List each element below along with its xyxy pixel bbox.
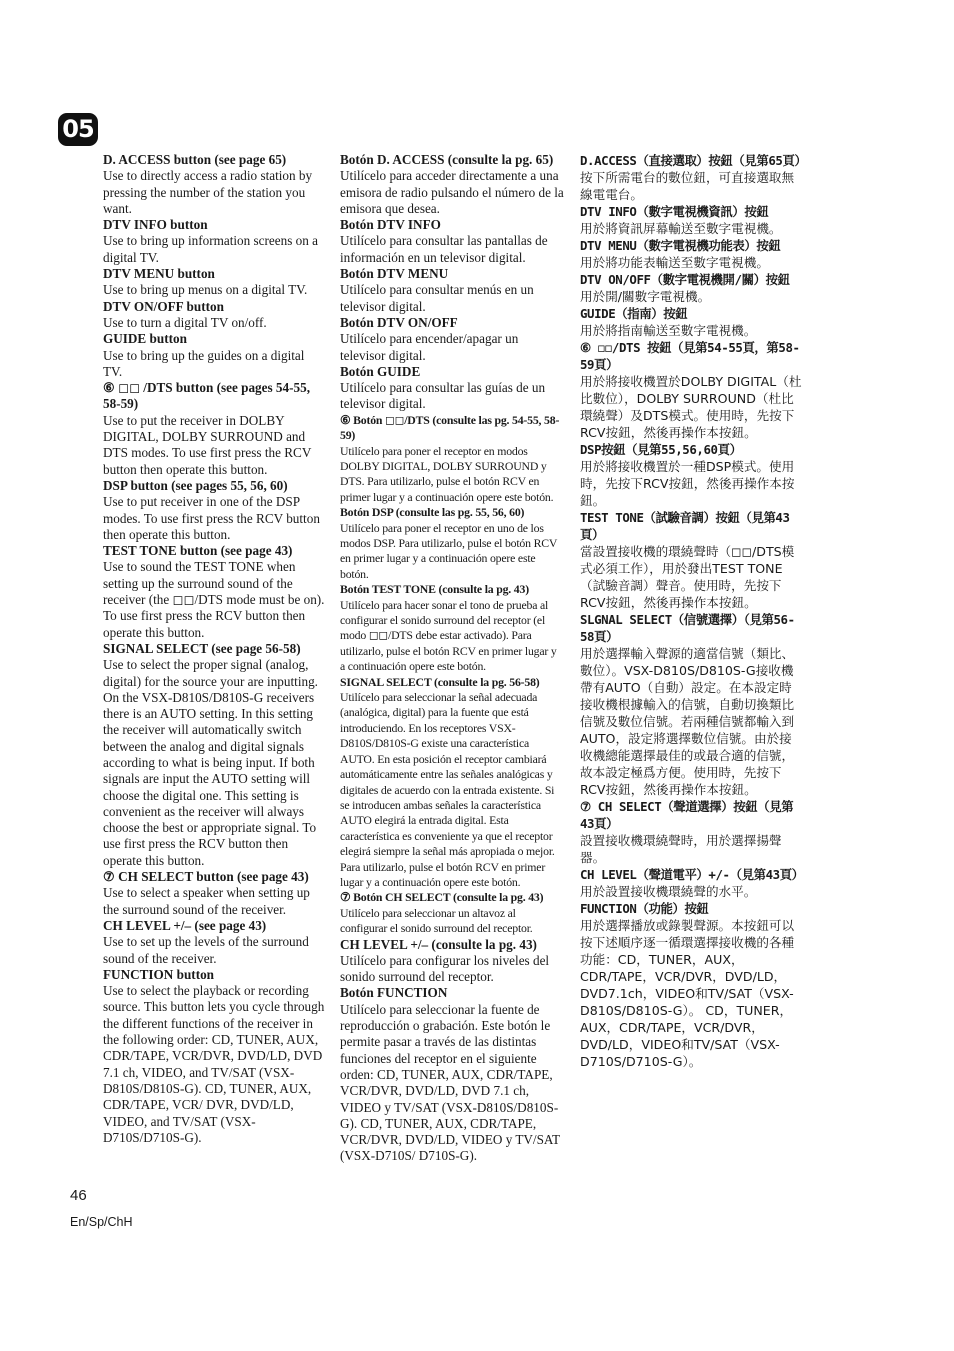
zh-entry-body: 用於將接收機置於DOLBY DIGITAL（杜比數位），DOLBY SURROUND（杜比環繞聲）及DTS模式。使用時，先按下RCV按鈕，然後再操作本按鈕。: [580, 374, 802, 440]
es-entry: [340, 413, 564, 505]
zh-entry-heading: FUNCTION（功能）按鈕: [580, 901, 709, 916]
es-entry-body: Utilícelo para seleccionar la fuente de reproducción o grabación. Este botón le permite pasar a través de las distintas funciones del receptor en el siguiente orden: CD, TUNER, AUX, CDR/TAPE, VCR/DVR, DVD/LD, DVD 7.1 ch, VIDEO y TV/SAT (VSX-D810S/D810S-G). CD, TUNER, AUX, CDR/TAPE, VCR/DVR, DVD/LD, VIDEO y TV/SAT (VSX-D710S/ D710S-G).: [340, 1001, 560, 1164]
es-entry: [340, 675, 564, 891]
zh-entry-heading: DTV ON/OFF（數字電視機開/關）按鈕: [580, 272, 790, 287]
es-entry-heading: ⑦ Botón CH SELECT (consulte la pg. 43): [340, 890, 544, 905]
es-entry-heading: Botón FUNCTION: [340, 985, 448, 1001]
en-entry-body: Use to select a speaker when setting up the surround sound of the receiver.: [103, 885, 310, 917]
page-number: 46: [70, 1187, 87, 1204]
en-entry-heading: DTV ON/OFF button: [103, 298, 224, 314]
en-entry-body: Use to put receiver in one of the DSP modes. To use first press the RCV button then operate this button.: [103, 494, 320, 542]
zh-entry: [580, 237, 802, 271]
en-entry-body: Use to set up the levels of the surround sound of the receiver.: [103, 934, 309, 966]
en-entry: [103, 869, 325, 918]
zh-entry: [580, 339, 802, 441]
zh-entry-body: 用於將功能表輸送至數字電視機。: [580, 255, 769, 270]
en-entry-body: Use to select the playback or recording source. This button lets you cycle through the different functions of the receiver in the following order: CD, TUNER, AUX, CDR/TAPE, VCR/DVR, DVD/LD, DVD 7.1 ch, VIDEO, and TV/SAT (VSX-D810S/D810S-G). CD, TUNER, AUX, CDR/TAPE, VCR/ DVR, DVD/LD, VIDEO, and TV/SAT (VSX-D710S/D710S-G).: [103, 983, 325, 1145]
es-entry-heading: Botón GUIDE: [340, 363, 421, 379]
zh-entry-body: 用於開/關數字電視機。: [580, 289, 711, 304]
es-entry-body: Utilícelo para consultar las guías de un televisor digital.: [340, 380, 546, 412]
zh-entry-heading: CH LEVEL（聲道電平）+/-（見第43頁）: [580, 867, 804, 882]
es-entry: [340, 985, 564, 1164]
en-entry: [103, 641, 325, 869]
zh-entry-body: 用於選擇播放或錄製聲源。本按鈕可以按下述順序逐一循環選擇接收機的各種功能：CD，TUNER，AUX，CDR/TAPE，VCR/DVR，DVD/LD，DVD7.1ch，VIDEO和TV/SAT（VSX-D810S/D810S-G）。 CD，TUNER，AUX，CDR/TAPE，VCR/DVR，DVD/LD，VIDEO和TV/SAT（VSX-D710S/D710S-G）。: [580, 918, 795, 1069]
es-entry-body: Utilícelo para seleccionar la señal adecuada (analógica, digital) para la fuente que está introduciendo. En los receptores VSX-D810S/D810S-G existe una característica AUTO. En esta posición el receptor cambiará automáticamente entre las señales analógicas y digitales de acuerdo con la entrada existente. Si se introducen ambas señales la característica AUTO elegirá la entrada digital. Esta característica es conveniente ya que el receptor elegirá siempre la señal más apropiada o mejor. Para utilizarlo, pulse el botón RCV en primer lugar y a continuación opere este botón.: [340, 690, 555, 889]
zh-entry-heading: ⑦ CH SELECT（聲道選擇）按鈕（見第43頁）: [580, 799, 794, 831]
es-entry-body: Utilícelo para encender/apagar un televisor digital.: [340, 331, 519, 363]
en-entry: [103, 331, 325, 380]
zh-entry: [580, 611, 802, 798]
zh-entry-body: 按下所需電台的數位鈕，可直接選取無線電電台。: [580, 170, 795, 202]
en-entry-heading: TEST TONE button (see page 43): [103, 543, 293, 559]
en-entry: [103, 266, 325, 299]
en-entry-heading: DSP button (see pages 55, 56, 60): [103, 477, 288, 493]
zh-entry-body: 當設置接收機的環繞聲時（◻◻/DTS模式必須工作），用於發出TEST TONE（試驗音調）聲音。使用時，先按下RCV按鈕，然後再操作本按鈕。: [580, 544, 795, 610]
es-entry: [340, 217, 564, 266]
en-entry: [103, 543, 325, 641]
en-entry: [103, 918, 325, 967]
es-entry: [340, 937, 564, 986]
language-code: En/Sp/ChH: [70, 1215, 133, 1229]
zh-entry: [580, 798, 802, 866]
zh-entry: [580, 900, 802, 1070]
es-entry-body: Utilícelo para configurar los niveles del sonido surround del receptor.: [340, 952, 550, 985]
zh-entry-heading: SLGNAL SELECT（信號選擇）（見第56-58頁）: [580, 612, 795, 644]
en-entry-heading: GUIDE button: [103, 331, 187, 347]
es-entry: [340, 266, 564, 315]
en-entry-heading: SIGNAL SELECT (see page 56-58): [103, 640, 301, 656]
zh-entry-heading: TEST TONE（試驗音調）按鈕（見第43頁）: [580, 510, 790, 542]
es-entry-body: Utilícelo para seleccionar un altavoz al configurar el sonido surround del receptor.: [340, 905, 533, 936]
en-entry: [103, 299, 325, 332]
es-entry-body: Utilícelo para poner el receptor en uno de los modos DSP. Para utilizarlo, pulse el botón RCV en primer lugar y a continuación opere este botón.: [340, 520, 558, 581]
english-column: [103, 152, 325, 1146]
en-entry-body: Use to bring up the guides on a digital TV.: [103, 347, 305, 379]
en-entry-heading: ⑥ ◻◻ /DTS button (see pages 54-55, 58-59): [103, 380, 310, 412]
zh-entry-body: 用於將資訊屏幕輸送至數字電視機。: [580, 221, 782, 236]
es-entry-heading: Botón DTV INFO: [340, 217, 441, 233]
es-entry: [340, 890, 564, 936]
zh-entry: [580, 152, 807, 203]
es-entry-heading: Botón D. ACCESS (consulte la pg. 65): [340, 152, 554, 167]
zh-entry-body: 設置接收機環繞聲時，用於選擇揚聲器。: [580, 833, 782, 865]
es-entry-body: Utilícelo para acceder directamente a una emisora de radio pulsando el número de la emisora que desea.: [340, 168, 564, 216]
es-entry-heading: CH LEVEL +/– (consulte la pg. 43): [340, 936, 537, 952]
es-entry-heading: Botón DTV MENU: [340, 266, 449, 282]
es-entry-body: Utilícelo para hacer sonar el tono de prueba al configurar el sonido surround del receptor (el modo ◻◻/DTS debe estar activado). Para utilizarlo, pulse el botón RCV en primer lugar y a continuación opere este botón.: [340, 597, 557, 674]
zh-entry: [580, 509, 802, 611]
en-entry-body: Use to turn a digital TV on/off.: [103, 314, 267, 330]
es-entry-body: Utilícelo para poner el receptor en modos DOLBY DIGITAL, DOLBY SURROUND y DTS. Para utilizarlo, pulse el botón RCV en primer lugar y a continuación opere este botón.: [340, 443, 554, 504]
zh-entry: [580, 866, 802, 900]
en-entry-body: Use to bring up information screens on a digital TV.: [103, 233, 318, 265]
en-entry-heading: DTV MENU button: [103, 266, 215, 282]
es-entry: [340, 315, 564, 364]
es-entry: [340, 505, 564, 582]
es-entry: [340, 152, 564, 217]
es-entry-heading: SIGNAL SELECT (consulte la pg. 56-58): [340, 674, 540, 689]
zh-entry-body: 用於將接收機置於一種DSP模式。使用時，先按下RCV按鈕，然後再操作本按鈕。: [580, 459, 795, 508]
es-entry-body: Utilícelo para consultar menús en un televisor digital.: [340, 282, 534, 314]
es-entry-body: Utilícelo para consultar las pantallas de información en un televisor digital.: [340, 233, 548, 265]
en-entry: [103, 217, 325, 266]
es-entry-heading: ⑥ Botón ◻◻/DTS (consulte las pg. 54-55, 58-59): [340, 412, 560, 443]
es-entry-heading: Botón TEST TONE (consulte la pg. 43): [340, 582, 529, 597]
en-entry: [103, 152, 325, 217]
en-entry-heading: D. ACCESS button (see page 65): [103, 152, 287, 167]
es-entry-heading: Botón DTV ON/OFF: [340, 314, 458, 330]
zh-entry-heading: DTV INFO（數字電視機資訊）按鈕: [580, 204, 769, 219]
zh-entry-heading: D.ACCESS（直接選取）按鈕（見第65頁）: [580, 153, 807, 168]
zh-entry-body: 用於將指南輸送至數字電視機。: [580, 323, 757, 338]
es-entry: [340, 364, 564, 413]
es-entry-heading: Botón DSP (consulte las pg. 55, 56, 60): [340, 505, 525, 520]
chinese-column: [580, 152, 807, 1070]
zh-entry-heading: ⑥ ◻◻/DTS 按鈕（見第54-55頁，第58-59頁）: [580, 340, 800, 372]
en-entry-body: Use to bring up menus on a digital TV.: [103, 282, 308, 298]
en-entry-heading: ⑦ CH SELECT button (see page 43): [103, 869, 309, 885]
zh-entry-body: 用於設置接收機環繞聲的水平。: [580, 884, 757, 899]
en-entry-body: Use to select the proper signal (analog, digital) for the source your are inputting. On the VSX-D810S/D810S-G receivers there is an AUTO setting. In this setting the receiver will automatically switch between the analog and digital signals according to what is being input. If both signals are input the AUTO setting will choose the digital one. This setting is convenient as the receiver will always choose the best or appropriate signal. To use first press the RCV button then operate this button.: [103, 657, 318, 868]
en-entry-body: Use to sound the TEST TONE when setting up the surround sound of the receiver (the ◻◻/DTS mode must be on). To use first press the RCV button then operate this button.: [103, 559, 325, 640]
zh-entry-heading: DSP按鈕（見第55,56,60頁）: [580, 442, 742, 457]
en-entry-heading: CH LEVEL +/– (see page 43): [103, 917, 267, 933]
en-entry: [103, 380, 325, 478]
chapter-badge: 05: [58, 113, 98, 146]
zh-entry-heading: GUIDE（指南）按鈕: [580, 306, 688, 321]
en-entry-heading: FUNCTION button: [103, 966, 215, 982]
es-entry: [340, 582, 564, 674]
en-entry-heading: DTV INFO button: [103, 217, 208, 233]
en-entry: [103, 478, 325, 543]
en-entry-body: Use to directly access a radio station by pressing the number of the station you want.: [103, 168, 313, 216]
en-entry-body: Use to put the receiver in DOLBY DIGITAL, DOLBY SURROUND and DTS modes. To use first press the RCV button then operate this button.: [103, 412, 312, 477]
zh-entry-body: 用於選擇輸入聲源的適當信號（類比、數位）。VSX-D810S/D810S-G接收機帶有AUTO（自動）設定。在本設定時接收機根據輸入的信號，自動切換類比信號及數位信號。若兩種信號都輸入到AUTO，設定將選擇數位信號。由於接收機總能選擇最佳的或最合適的信號，故本設定極爲方便。使用時，先按下RCV按鈕，然後再操作本按鈕。: [580, 646, 795, 797]
zh-entry: [580, 203, 802, 237]
zh-entry: [580, 271, 802, 305]
zh-entry-heading: DTV MENU（數字電視機功能表）按鈕: [580, 238, 781, 253]
spanish-column: [340, 152, 564, 1165]
en-entry: [103, 967, 325, 1146]
zh-entry: [580, 305, 802, 339]
zh-entry: [580, 441, 802, 509]
